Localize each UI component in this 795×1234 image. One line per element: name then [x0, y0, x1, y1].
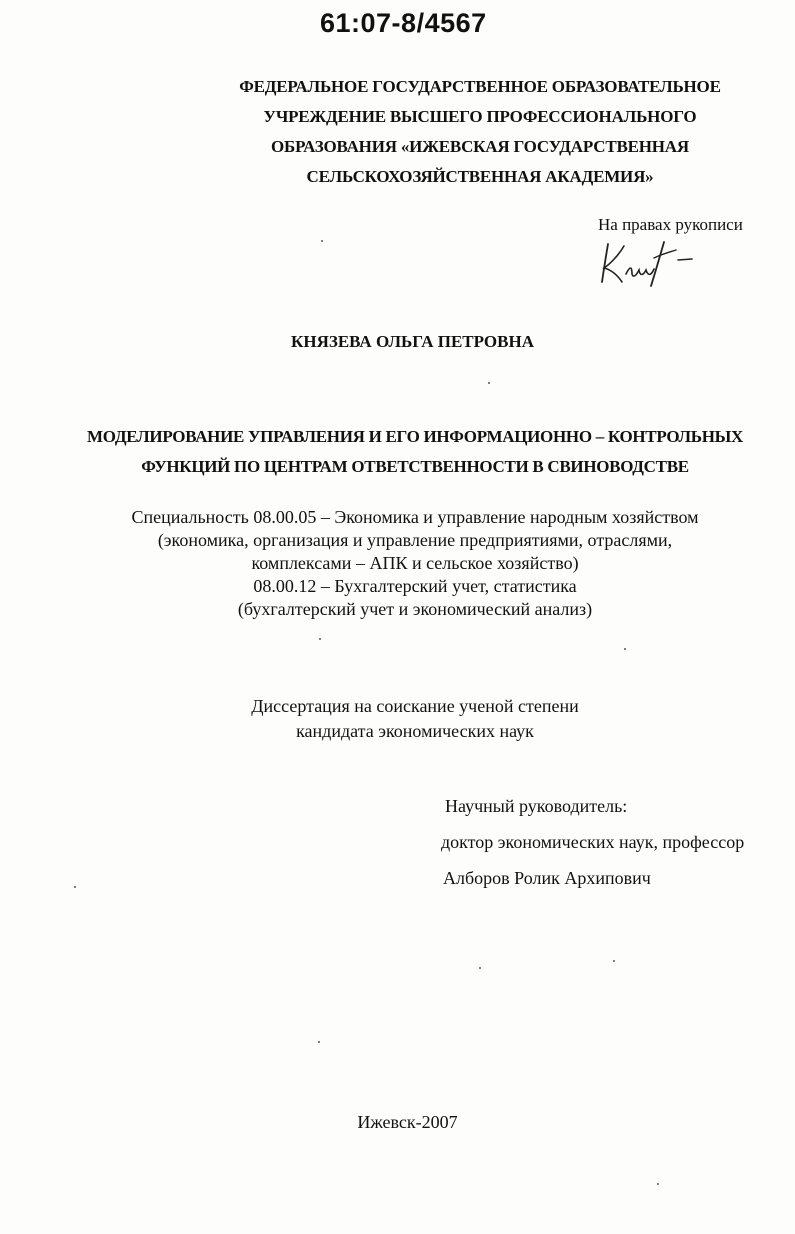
supervisor-label: Научный руководитель:	[445, 796, 628, 816]
archive-stamp-number: 61:07-8/4567	[320, 8, 487, 38]
scan-speck	[479, 967, 481, 969]
specialty-block	[60, 506, 770, 621]
supervisor-name: Алборов Ролик Архипович	[443, 868, 651, 888]
scan-speck	[74, 886, 76, 888]
specialty-line: (бухгалтерский учет и экономический анализ)	[237, 599, 593, 619]
city-year: Ижевск-2007	[357, 1112, 458, 1132]
scan-speck	[319, 638, 321, 640]
handwritten-signature	[596, 236, 706, 291]
scan-speck	[321, 240, 323, 242]
supervisor-degree: доктор экономических наук, профессор	[441, 832, 745, 852]
scan-speck	[657, 1183, 659, 1185]
specialty-line: Специальность 08.00.05 – Экономика и управление народным хозяйством	[131, 507, 699, 527]
degree-statement	[60, 694, 770, 744]
title-line: ФУНКЦИЙ ПО ЦЕНТРАМ ОТВЕТСТВЕННОСТИ В СВИНОВОДСТВЕ	[141, 457, 689, 476]
organization-line: УЧРЕЖДЕНИЕ ВЫСШЕГО ПРОФЕССИОНАЛЬНОГО	[263, 107, 697, 126]
specialty-line: (экономика, организация и управление предприятиями, отраслями,	[157, 530, 673, 550]
author-name: КНЯЗЕВА ОЛЬГА ПЕТРОВНА	[291, 332, 534, 351]
organization-line: СЕЛЬСКОХОЗЯЙСТВЕННАЯ АКАДЕМИЯ»	[306, 167, 654, 186]
organization-line: ФЕДЕРАЛЬНОЕ ГОСУДАРСТВЕННОЕ ОБРАЗОВАТЕЛЬНОЕ	[239, 77, 721, 96]
dissertation-title	[60, 422, 770, 482]
rights-note: На правах рукописи	[598, 215, 743, 234]
organization-header	[150, 72, 795, 192]
title-line: МОДЕЛИРОВАНИЕ УПРАВЛЕНИЯ И ЕГО ИНФОРМАЦИОННО – КОНТРОЛЬНЫХ	[87, 427, 743, 446]
scan-speck	[613, 960, 615, 962]
scan-speck	[624, 648, 626, 650]
specialty-line: 08.00.12 – Бухгалтерский учет, статистика	[253, 576, 577, 596]
organization-line: ОБРАЗОВАНИЯ «ИЖЕВСКАЯ ГОСУДАРСТВЕННАЯ	[271, 137, 689, 156]
degree-line: Диссертация на соискание ученой степени	[251, 696, 579, 716]
specialty-line: комплексами – АПК и сельское хозяйство)	[251, 553, 579, 573]
degree-line: кандидата экономических наук	[296, 721, 534, 741]
scan-speck	[488, 382, 490, 384]
scan-speck	[318, 1041, 320, 1043]
